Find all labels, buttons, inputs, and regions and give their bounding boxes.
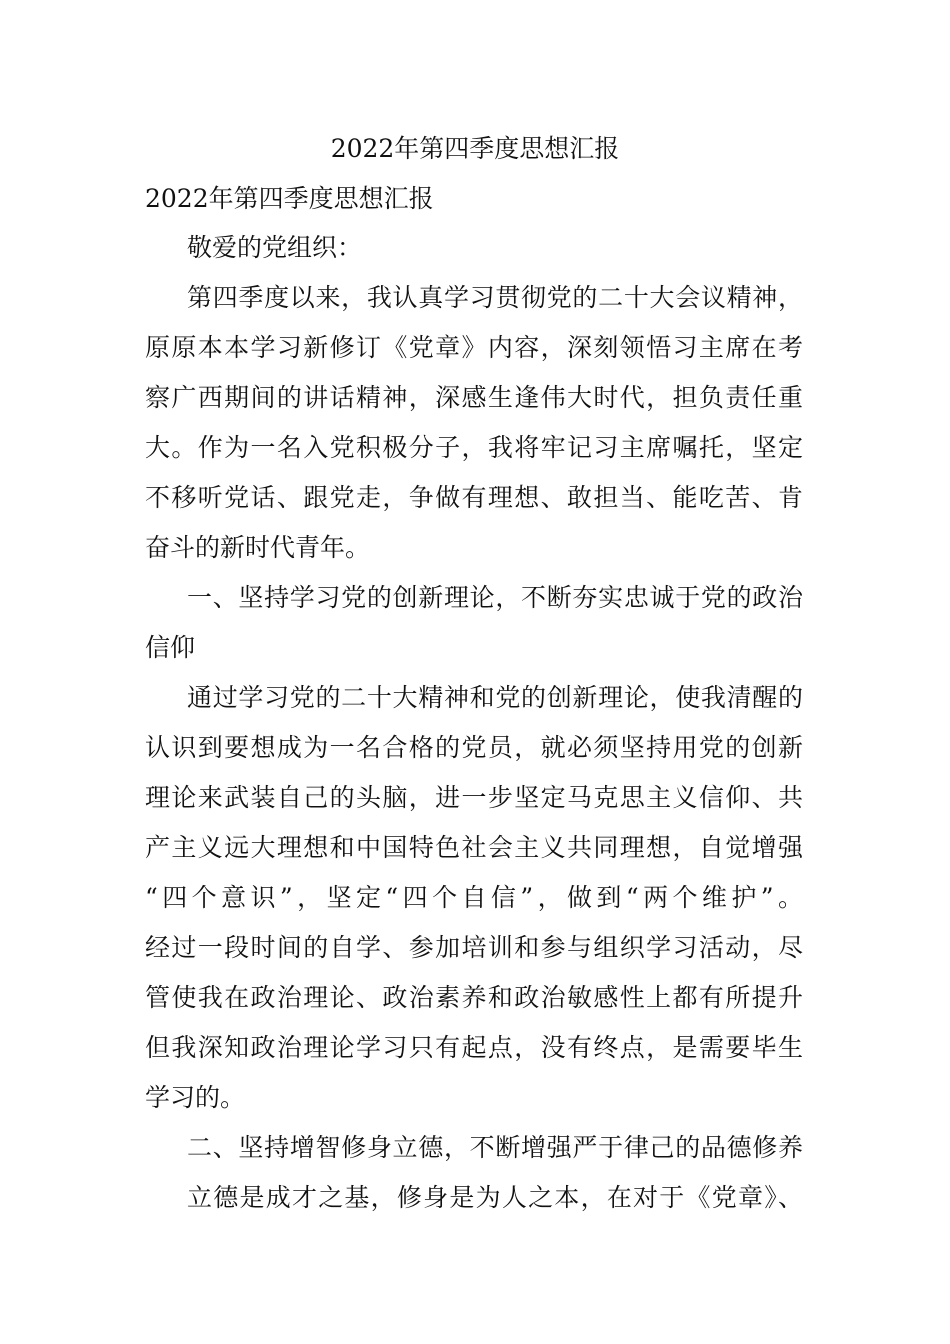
document-subtitle: 2022年第四季度思想汇报 [145,184,434,213]
text-line: 通过学习党的二十大精神和党的创新理论，使我清醒的 [187,683,803,712]
text-line: 管使我在政治理论、政治素养和政治敏感性上都有所提升 [145,983,803,1012]
text-line: 立德是成才之基，修身是为人之本，在对于《党章》、 [187,1183,803,1212]
text-line: “四个意识”，坚定“四个自信”，做到“两个维护”。 [145,883,803,912]
text-line: 但我深知政治理论学习只有起点，没有终点，是需要毕生 [145,1033,803,1062]
text-line: 经过一段时间的自学、参加培训和参与组织学习活动，尽 [145,933,803,962]
salutation: 敬爱的党组织： [187,233,363,262]
text-line: 认识到要想成为一名合格的党员，就必须坚持用党的创新 [145,733,803,762]
document-title: 2022年第四季度思想汇报 [330,134,620,163]
text-line: 学习的。 [145,1083,246,1112]
text-line: 大。作为一名入党积极分子，我将牢记习主席嘱托，坚定 [145,433,803,462]
section-heading: 二、坚持增智修身立德，不断增强严于律己的品德修养 [187,1133,803,1162]
text-line: 产主义远大理想和中国特色社会主义共同理想，自觉增强 [145,833,803,862]
text-line: 不移听党话、跟党走，争做有理想、敢担当、能吃苦、肯 [145,483,803,512]
section-heading-cont: 信仰 [145,633,196,662]
section-heading: 一、坚持学习党的创新理论，不断夯实忠诚于党的政治 [187,583,803,612]
text-line: 第四季度以来，我认真学习贯彻党的二十大会议精神， [187,283,803,312]
text-line: 奋斗的新时代青年。 [145,533,371,562]
text-line: 察广西期间的讲话精神，深感生逢伟大时代，担负责任重 [145,383,803,412]
text-line: 原原本本学习新修订《党章》内容，深刻领悟习主席在考 [145,333,803,362]
text-line: 理论来武装自己的头脑，进一步坚定马克思主义信仰、共 [145,783,803,812]
